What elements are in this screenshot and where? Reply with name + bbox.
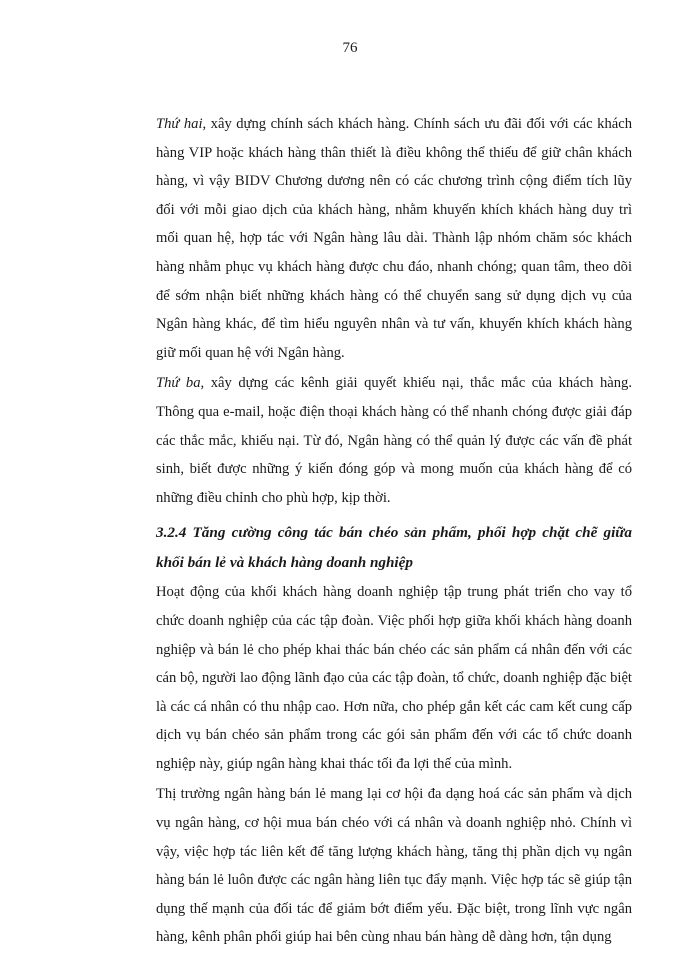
paragraph-text: , xây dựng chính sách khách hàng. Chính sách ưu đãi đối với các khách hàng VIP hoặc khách hàng thân thiết là điều không thể thiếu để giữ chân khách hàng, vì vậy BIDV Chương dương nên có các chương trình cộng điểm tích lũy đối với mỗi giao dịch của khách hàng, nhằm khuyến khích khách hàng duy trì mối quan hệ, hợp tác với Ngân hàng lâu dài. Thành lập nhóm chăm sóc khách hàng nhằm phục vụ khách hàng được chu đáo, nhanh chóng; quan tâm, theo dõi để sớm nhận biết những khách hàng có thể chuyển sang sử dụng dịch vụ của Ngân hàng khác, để tìm hiểu nguyên nhân và tư vấn, khuyến khích khách hàng giữ mối quan hệ với Ngân hàng. <box>156 116 632 361</box>
paragraph-thu-hai <box>156 110 632 367</box>
paragraph-lead: Thứ ba <box>156 375 201 392</box>
paragraph-thu-ba <box>156 369 632 512</box>
page-number: 76 <box>342 40 358 56</box>
document-body <box>156 110 632 954</box>
section-heading: 3.2.4 Tăng cường công tác bán chéo sản phẩm, phối hợp chặt chẽ giữa khối bán lẻ và khách hàng doanh nghiệp <box>156 524 632 572</box>
paragraph-thi-truong-ban-le: Thị trường ngân hàng bán lẻ mang lại cơ hội đa dạng hoá các sản phẩm và dịch vụ ngân hàng, cơ hội mua bán chéo với cá nhân và doanh nghiệp nhỏ. Chính vì vậy, việc hợp tác liên kết để tăng lượng khách hàng, tăng thị phần dịch vụ ngân hàng bán lẻ luôn được các ngân hàng liên tục đẩy mạnh. Việc hợp tác sẽ giúp tận dụng thế mạnh của đối tác để giảm bớt điểm yếu. Đặc biệt, trong lĩnh vực ngân hàng, kênh phân phối giúp hai bên cùng nhau bán hàng dễ dàng hơn, tận dụng <box>156 786 632 946</box>
paragraph-khoi-doanh-nghiep: Hoạt động của khối khách hàng doanh nghiệp tập trung phát triển cho vay tổ chức doanh nghiệp của các tập đoàn. Việc phối hợp giữa khối khách hàng doanh nghiệp và bán lẻ cho phép khai thác bán chéo các sản phẩm cá nhân đến với các cán bộ, người lao động lãnh đạo của các tập đoàn, tổ chức, doanh nghiệp đặc biệt là các cá nhân có thu nhập cao. Hơn nữa, cho phép gắn kết các cam kết cung cấp dịch vụ bán chéo sản phẩm trong các gói sản phẩm đến với các tổ chức doanh nghiệp này, giúp ngân hàng khai thác tối đa lợi thế của mình. <box>156 584 632 772</box>
paragraph-lead: Thứ hai <box>156 116 203 132</box>
paragraph-text: , xây dựng các kênh giải quyết khiếu nại, thắc mắc của khách hàng. Thông qua e-mail, hoặc điện thoại khách hàng có thể nhanh chóng được giải đáp các thắc mắc, khiếu nại. Từ đó, Ngân hàng có thể quản lý được các vấn đề phát sinh, biết được những ý kiến đóng góp và mong muốn của khách hàng để có những điều chỉnh cho phù hợp, kịp thời. <box>156 375 632 506</box>
